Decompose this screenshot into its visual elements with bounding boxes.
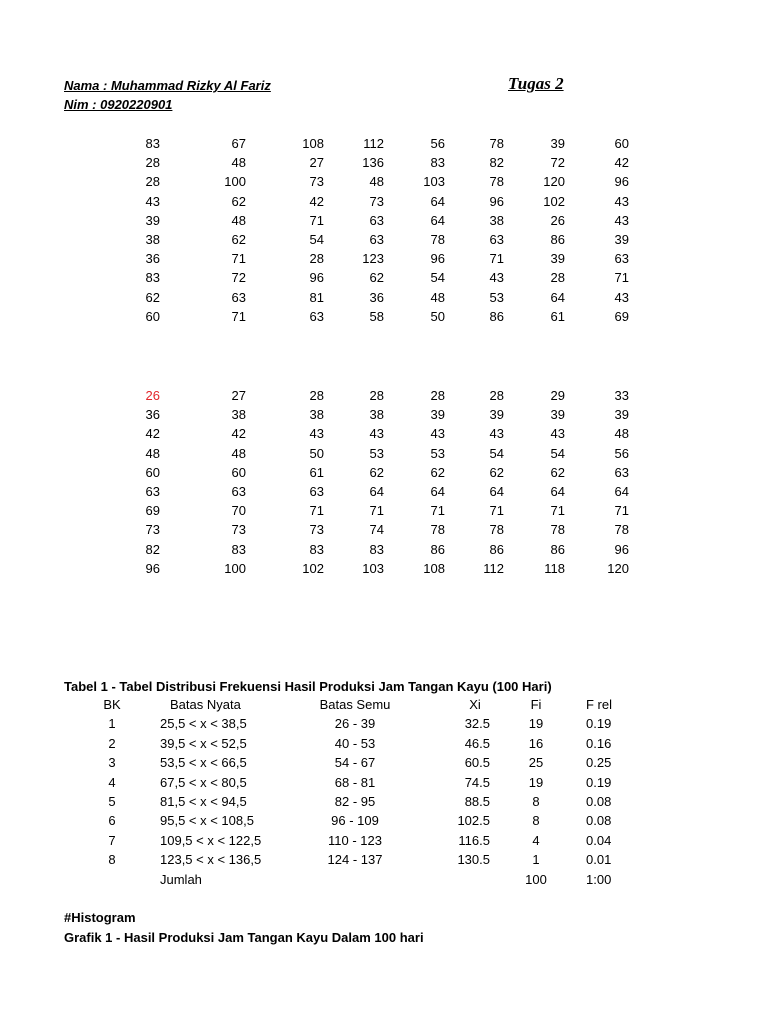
apparent-limits-cell: 54 - 67 (334, 755, 376, 771)
apparent-limits-cell: 96 - 109 (331, 813, 379, 829)
raw-data-row (0, 192, 768, 211)
frequency-cell: 25 (528, 755, 544, 771)
data-cell: 63 (231, 483, 246, 499)
data-cell: 28 (369, 388, 384, 403)
data-cell: 118 (544, 560, 565, 576)
data-cell: 100 (224, 174, 246, 190)
data-cell: 43 (550, 426, 565, 442)
data-cell: 71 (614, 270, 629, 286)
total-label: Jumlah (160, 871, 202, 887)
data-cell: 27 (231, 388, 246, 403)
data-cell: 60 (614, 136, 629, 151)
apparent-limits-cell: 40 - 53 (334, 735, 376, 751)
sorted-data-row (0, 559, 768, 578)
table1-caption: Tabel 1 - Tabel Distribusi Frekuensi Hasil Produksi Jam Tangan Kayu (100 Hari) (64, 679, 552, 694)
table-row (0, 773, 768, 792)
data-cell: 64 (550, 289, 565, 305)
data-cell: 42 (145, 426, 160, 442)
apparent-limits-cell: 110 - 123 (328, 832, 382, 848)
class-number-cell: 2 (108, 735, 116, 751)
true-limits-cell: 81,5 < x < 94,5 (160, 793, 247, 809)
class-number-cell: 1 (108, 716, 116, 732)
class-number-cell: 6 (108, 813, 116, 829)
true-limits-cell: 39,5 < x < 52,5 (160, 735, 247, 751)
data-cell: 64 (430, 212, 445, 228)
data-cell: 54 (550, 445, 565, 461)
data-cell: 39 (550, 407, 565, 423)
data-cell: 96 (145, 560, 160, 576)
minimum-value-cell: 26 (145, 388, 160, 403)
data-cell: 43 (145, 193, 160, 209)
data-cell: 29 (550, 388, 565, 403)
data-cell: 86 (550, 231, 565, 247)
data-cell: 60 (145, 464, 160, 480)
data-cell: 53 (489, 289, 504, 305)
relative-frequency-cell: 0.16 (586, 735, 612, 751)
data-cell: 63 (489, 231, 504, 247)
data-cell: 82 (489, 155, 504, 171)
histogram-caption: Grafik 1 - Hasil Produksi Jam Tangan Kayu Dalam 100 hari (64, 930, 424, 945)
relative-frequency-cell: 0.25 (586, 755, 612, 771)
data-cell: 120 (607, 560, 629, 576)
frequency-cell: 8 (532, 813, 540, 829)
frequency-cell: 8 (532, 793, 540, 809)
data-cell: 43 (614, 193, 629, 209)
table-row (0, 714, 768, 733)
true-limits-cell: 53,5 < x < 66,5 (160, 755, 247, 771)
table-row (0, 753, 768, 772)
data-cell: 48 (614, 426, 629, 442)
data-cell: 120 (543, 174, 565, 190)
class-number-cell: 7 (108, 832, 116, 848)
class-midpoint-cell: 116.5 (458, 832, 490, 848)
data-cell: 78 (550, 522, 565, 538)
data-cell: 43 (489, 270, 504, 286)
data-cell: 61 (309, 464, 324, 480)
data-cell: 69 (614, 308, 629, 324)
apparent-limits-cell: 68 - 81 (334, 774, 376, 790)
table-row (0, 792, 768, 811)
data-cell: 62 (369, 270, 384, 286)
sorted-data-row (0, 424, 768, 443)
class-midpoint-cell: 130.5 (457, 852, 490, 868)
data-cell: 60 (145, 308, 160, 324)
data-cell: 82 (145, 541, 160, 557)
sorted-data-row (0, 444, 768, 463)
data-cell: 71 (430, 503, 445, 519)
apparent-limits-cell: 82 - 95 (334, 793, 376, 809)
class-midpoint-cell: 46.5 (464, 735, 490, 751)
relative-frequency-cell: 0.08 (586, 813, 612, 829)
data-cell: 42 (614, 155, 629, 171)
data-cell: 33 (614, 388, 629, 403)
data-cell: 96 (614, 541, 629, 557)
data-cell: 43 (369, 426, 384, 442)
data-cell: 96 (309, 270, 324, 286)
data-cell: 71 (489, 251, 504, 267)
header-frel: F rel (586, 697, 612, 712)
data-cell: 63 (309, 483, 324, 499)
class-number-cell: 4 (108, 774, 116, 790)
data-cell: 53 (430, 445, 445, 461)
class-midpoint-cell: 74.5 (464, 774, 490, 790)
data-cell: 28 (309, 251, 324, 267)
data-cell: 83 (145, 136, 160, 151)
raw-data-grid (0, 134, 768, 326)
data-cell: 86 (430, 541, 445, 557)
data-cell: 96 (614, 174, 629, 190)
data-cell: 54 (309, 231, 324, 247)
class-midpoint-cell: 32.5 (464, 716, 490, 732)
data-cell: 69 (145, 503, 160, 519)
data-cell: 38 (369, 407, 384, 423)
data-cell: 43 (614, 289, 629, 305)
data-cell: 36 (145, 251, 160, 267)
data-cell: 78 (430, 522, 445, 538)
true-limits-cell: 67,5 < x < 80,5 (160, 774, 247, 790)
data-cell: 43 (430, 426, 445, 442)
class-midpoint-cell: 60.5 (464, 755, 490, 771)
data-cell: 60 (231, 464, 246, 480)
relative-frequency-cell: 0.04 (586, 832, 612, 848)
relative-frequency-cell: 0.19 (586, 716, 612, 732)
data-cell: 63 (614, 251, 629, 267)
raw-data-row (0, 230, 768, 249)
raw-data-row (0, 268, 768, 287)
header-fi: Fi (530, 697, 542, 712)
data-cell: 48 (430, 289, 445, 305)
raw-data-row (0, 288, 768, 307)
data-cell: 54 (430, 270, 445, 286)
data-cell: 48 (231, 212, 246, 228)
data-cell: 39 (614, 231, 629, 247)
data-cell: 48 (231, 155, 246, 171)
total-relative-frequency: 1:00 (586, 871, 612, 887)
data-cell: 39 (430, 407, 445, 423)
true-limits-cell: 109,5 < x < 122,5 (160, 832, 262, 848)
data-cell: 42 (231, 426, 246, 442)
true-limits-cell: 95,5 < x < 108,5 (160, 813, 254, 829)
data-cell: 108 (423, 560, 445, 576)
data-cell: 36 (369, 289, 384, 305)
data-cell: 71 (489, 503, 504, 519)
data-cell: 39 (550, 136, 565, 151)
relative-frequency-cell: 0.19 (586, 774, 612, 790)
data-cell: 83 (309, 541, 324, 557)
data-cell: 28 (145, 155, 160, 171)
data-cell: 86 (550, 541, 565, 557)
apparent-limits-cell: 124 - 137 (327, 852, 383, 868)
data-cell: 56 (614, 445, 629, 461)
data-cell: 48 (231, 445, 246, 461)
data-cell: 50 (309, 445, 324, 461)
data-cell: 28 (489, 388, 504, 403)
data-cell: 72 (231, 270, 246, 286)
data-cell: 96 (489, 193, 504, 209)
data-cell: 62 (489, 464, 504, 480)
data-cell: 58 (369, 308, 384, 324)
raw-data-row (0, 249, 768, 268)
data-cell: 78 (489, 136, 504, 151)
data-cell: 43 (489, 426, 504, 442)
data-cell: 27 (309, 155, 324, 171)
data-cell: 26 (550, 212, 565, 228)
data-cell: 73 (309, 174, 324, 190)
data-cell: 81 (309, 289, 324, 305)
data-cell: 73 (369, 193, 384, 209)
data-cell: 71 (614, 503, 629, 519)
data-cell: 38 (489, 212, 504, 228)
data-cell: 39 (489, 407, 504, 423)
data-cell: 48 (145, 445, 160, 461)
data-cell: 63 (369, 212, 384, 228)
data-cell: 64 (550, 483, 565, 499)
class-midpoint-cell: 88.5 (464, 793, 490, 809)
data-cell: 83 (430, 155, 445, 171)
frequency-cell: 1 (532, 852, 540, 868)
data-cell: 62 (369, 464, 384, 480)
data-cell: 73 (231, 522, 246, 538)
data-cell: 71 (231, 308, 246, 324)
header-xi: Xi (469, 697, 481, 712)
data-cell: 100 (224, 560, 246, 576)
sorted-data-row (0, 386, 768, 405)
sorted-data-row (0, 482, 768, 501)
data-cell: 48 (369, 174, 384, 190)
data-cell: 72 (550, 155, 565, 171)
class-number-cell: 8 (108, 852, 116, 868)
data-cell: 73 (309, 522, 324, 538)
true-limits-cell: 25,5 < x < 38,5 (160, 716, 247, 732)
sorted-data-row (0, 520, 768, 539)
data-cell: 28 (430, 388, 445, 403)
class-number-cell: 3 (108, 755, 116, 771)
data-cell: 39 (145, 212, 160, 228)
true-limits-cell: 123,5 < x < 136,5 (160, 852, 262, 868)
data-cell: 38 (145, 231, 160, 247)
data-cell: 83 (369, 541, 384, 557)
data-cell: 63 (614, 464, 629, 480)
raw-data-row (0, 153, 768, 172)
data-cell: 63 (231, 289, 246, 305)
data-cell: 78 (489, 522, 504, 538)
data-cell: 71 (231, 251, 246, 267)
raw-data-row (0, 211, 768, 230)
data-cell: 96 (430, 251, 445, 267)
table-row (0, 811, 768, 830)
table-total-row (0, 870, 768, 889)
table-row (0, 734, 768, 753)
data-cell: 71 (309, 503, 324, 519)
sorted-data-row (0, 540, 768, 559)
data-cell: 108 (302, 136, 324, 151)
data-cell: 36 (145, 407, 160, 423)
data-cell: 63 (369, 231, 384, 247)
data-cell: 62 (231, 193, 246, 209)
data-cell: 103 (423, 174, 445, 190)
frequency-cell: 19 (528, 716, 544, 732)
data-cell: 74 (369, 522, 384, 538)
relative-frequency-cell: 0.01 (586, 852, 612, 868)
data-cell: 39 (550, 251, 565, 267)
data-cell: 71 (369, 503, 384, 519)
data-cell: 62 (145, 289, 160, 305)
data-cell: 64 (614, 483, 629, 499)
data-cell: 63 (145, 483, 160, 499)
data-cell: 78 (489, 174, 504, 190)
data-cell: 28 (309, 388, 324, 403)
data-cell: 71 (550, 503, 565, 519)
data-cell: 70 (231, 503, 246, 519)
frequency-table (0, 695, 768, 889)
data-cell: 64 (430, 193, 445, 209)
data-cell: 73 (145, 522, 160, 538)
raw-data-row (0, 307, 768, 326)
frequency-cell: 4 (532, 832, 540, 848)
data-cell: 63 (309, 308, 324, 324)
raw-data-row (0, 172, 768, 191)
data-cell: 38 (231, 407, 246, 423)
frequency-cell: 16 (528, 735, 544, 751)
data-cell: 42 (309, 193, 324, 209)
header-batas-nyata: Batas Nyata (170, 697, 241, 712)
data-cell: 102 (543, 193, 565, 209)
data-cell: 64 (489, 483, 504, 499)
data-cell: 86 (489, 308, 504, 324)
header-bk: BK (103, 697, 121, 712)
histogram-section-label: #Histogram (64, 910, 136, 925)
data-cell: 28 (145, 174, 160, 190)
data-cell: 136 (362, 155, 384, 171)
frequency-cell: 19 (528, 774, 544, 790)
class-midpoint-cell: 102.5 (457, 813, 490, 829)
data-cell: 56 (430, 136, 445, 151)
data-cell: 123 (362, 251, 384, 267)
data-cell: 38 (309, 407, 324, 423)
data-cell: 54 (489, 445, 504, 461)
data-cell: 43 (614, 212, 629, 228)
data-cell: 112 (483, 560, 504, 576)
data-cell: 67 (231, 136, 246, 151)
data-cell: 64 (430, 483, 445, 499)
data-cell: 103 (362, 560, 384, 576)
data-cell: 78 (614, 522, 629, 538)
sorted-data-row (0, 501, 768, 520)
total-frequency: 100 (525, 871, 547, 887)
data-cell: 62 (231, 231, 246, 247)
sorted-data-row (0, 463, 768, 482)
data-cell: 71 (309, 212, 324, 228)
sorted-data-row (0, 405, 768, 424)
data-cell: 50 (430, 308, 445, 324)
data-cell: 112 (363, 136, 384, 151)
table-row (0, 850, 768, 869)
class-number-cell: 5 (108, 793, 116, 809)
data-cell: 64 (369, 483, 384, 499)
table-header-row (0, 695, 768, 714)
data-cell: 83 (231, 541, 246, 557)
data-cell: 61 (550, 308, 565, 324)
data-cell: 62 (550, 464, 565, 480)
data-cell: 78 (430, 231, 445, 247)
sorted-data-grid (0, 386, 768, 578)
apparent-limits-cell: 26 - 39 (334, 716, 376, 732)
data-cell: 39 (614, 407, 629, 423)
header-batas-semu: Batas Semu (319, 697, 391, 712)
document-title: Tugas 2 (508, 74, 564, 93)
data-cell: 43 (309, 426, 324, 442)
relative-frequency-cell: 0.08 (586, 793, 612, 809)
data-cell: 102 (302, 560, 324, 576)
data-cell: 83 (145, 270, 160, 286)
table-row (0, 831, 768, 850)
student-nim: Nim : 0920220901 (64, 97, 173, 112)
data-cell: 28 (550, 270, 565, 286)
data-cell: 62 (430, 464, 445, 480)
raw-data-row (0, 134, 768, 153)
data-cell: 53 (369, 445, 384, 461)
student-name: Nama : Muhammad Rizky Al Fariz (64, 78, 271, 93)
data-cell: 86 (489, 541, 504, 557)
